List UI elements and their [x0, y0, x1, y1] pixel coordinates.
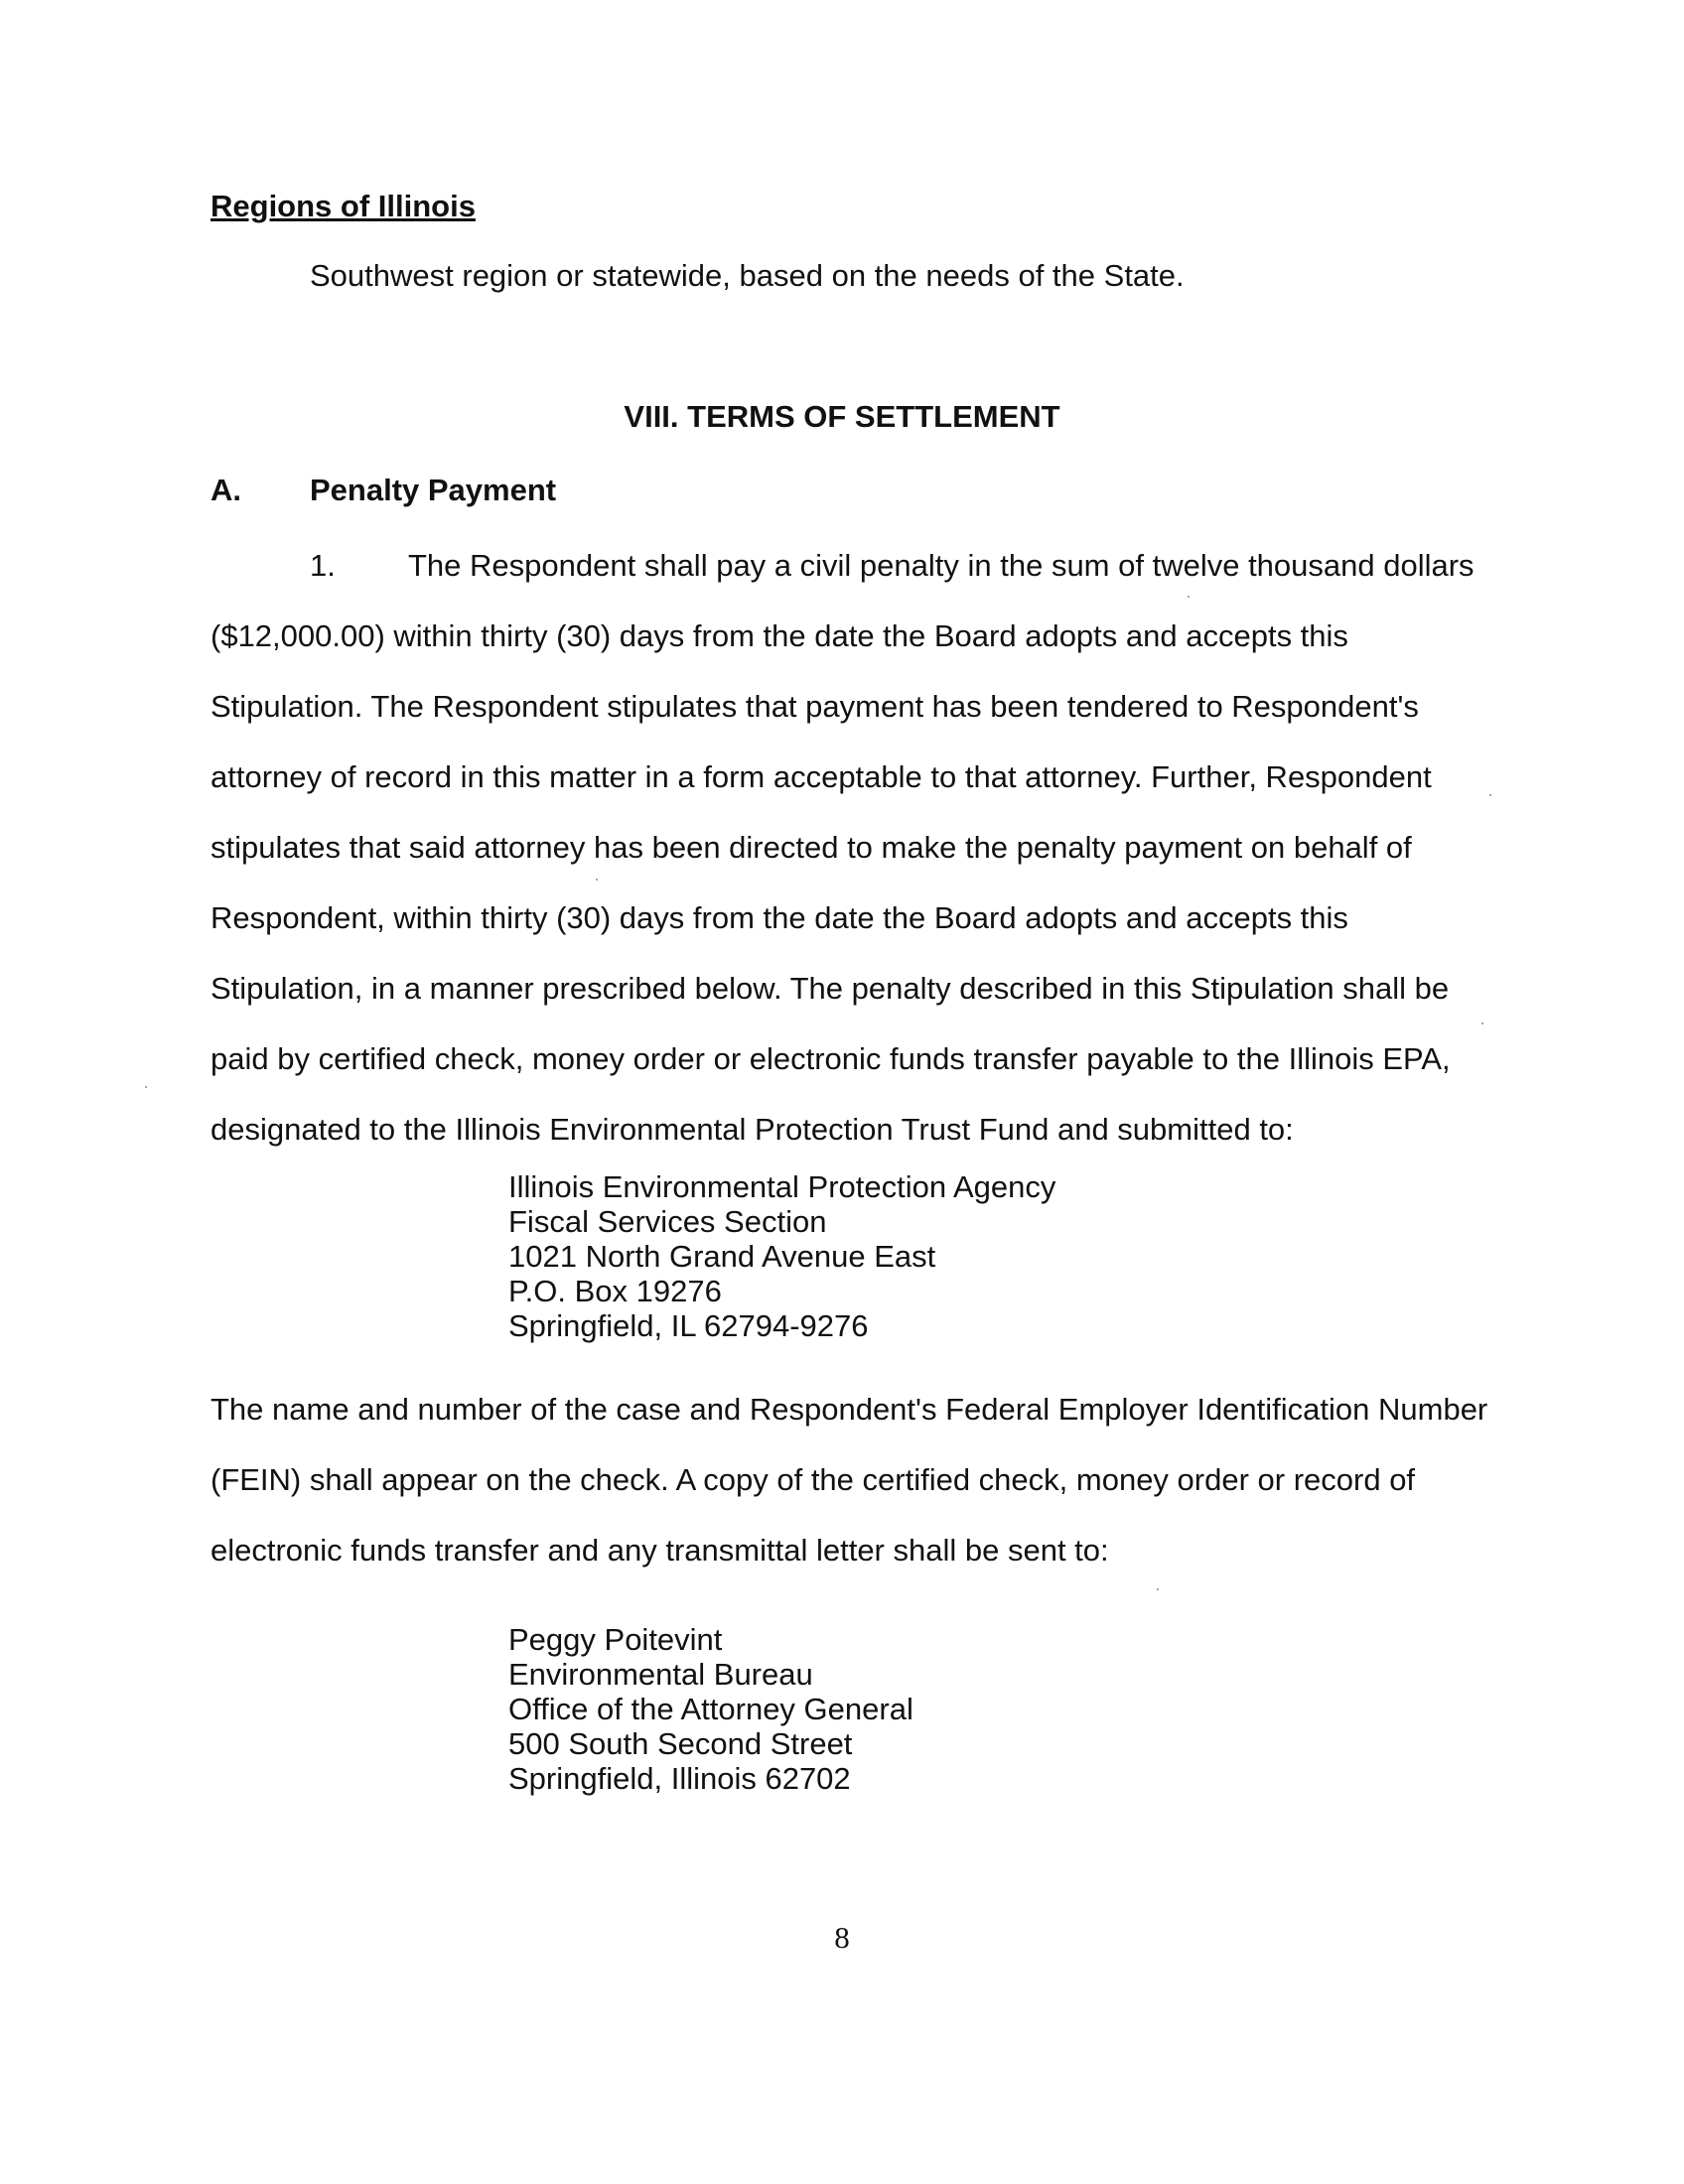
address-line: 500 South Second Street: [508, 1726, 853, 1761]
paragraph-1-number: 1.: [310, 548, 336, 583]
address-line: Peggy Poitevint: [508, 1622, 723, 1657]
subsection-heading: [210, 473, 556, 508]
scan-speck: [145, 1086, 147, 1088]
section-title: VIII. TERMS OF SETTLEMENT: [624, 399, 1060, 434]
address-line: Springfield, Illinois 62702: [508, 1761, 851, 1796]
scan-speck: [596, 879, 598, 881]
address-line: P.O. Box 19276: [508, 1274, 722, 1308]
payment-address: [508, 1169, 1055, 1343]
address-line: Fiscal Services Section: [508, 1204, 827, 1239]
scan-speck: [1481, 1023, 1483, 1024]
paragraph-2: The name and number of the case and Respondent's Federal Employer Identification Number (FEIN) shall appear on the check. A copy of the certified check, money order or record of electronic funds transfer and any transmittal letter shall be sent to:: [210, 1392, 1488, 1568]
address-line: Springfield, IL 62794-9276: [508, 1308, 869, 1343]
address-line: Office of the Attorney General: [508, 1692, 913, 1726]
subsection-letter: A.: [210, 473, 241, 507]
address-line: Illinois Environmental Protection Agency: [508, 1169, 1056, 1204]
copy-recipient-address: [508, 1622, 913, 1796]
paragraph-1-text: The Respondent shall pay a civil penalty in the sum of twelve thousand dollars ($12,000.00) within thirty (30) days from the date the Board adopts and accepts this Stipulation. The Respondent stipulates that payment has been tendered to Respondent's attorney of record in this matter in a form acceptable to that attorney. Further, Respondent stipulates that said attorney has been directed to make the penalty payment on behalf of Respondent, within thirty (30) days from the date the Board adopts and accepts this Stipulation, in a manner prescribed below. The penalty described in this Stipulation shall be paid by certified check, money order or electronic funds transfer payable to the Illinois EPA, designated to the Illinois Environmental Protection Trust Fund and submitted to:: [210, 548, 1474, 1147]
scan-speck: [1489, 794, 1491, 796]
paragraph-1: [210, 530, 1501, 1164]
address-line: 1021 North Grand Avenue East: [508, 1239, 936, 1274]
regions-body: Southwest region or statewide, based on the needs of the State.: [310, 258, 1185, 293]
scan-speck: [1188, 596, 1190, 598]
subsection-title: Penalty Payment: [310, 473, 557, 507]
address-line: Environmental Bureau: [508, 1657, 813, 1692]
regions-heading: Regions of Illinois: [210, 189, 476, 223]
scan-speck: [1157, 1588, 1159, 1590]
page-number: 8: [834, 1920, 850, 1955]
